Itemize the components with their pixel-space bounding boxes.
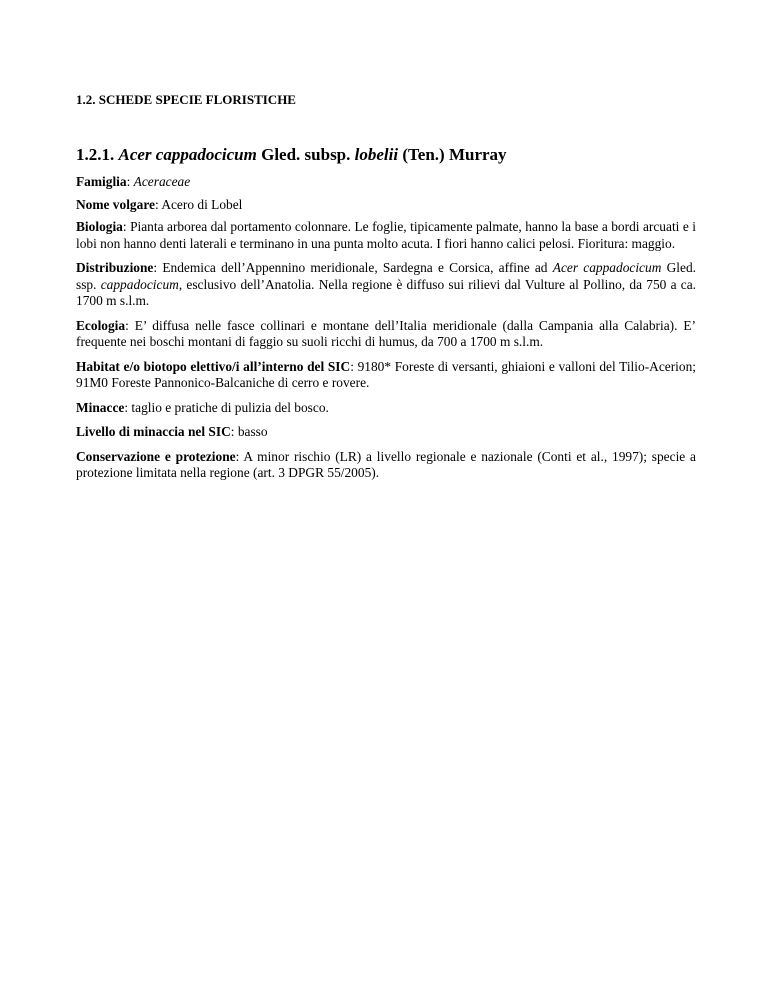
field-value-part: Gled. ssp. — [76, 260, 697, 292]
field-nome-volgare: Nome volgare: Acero di Lobel — [76, 196, 243, 212]
species-number: 1.2.1. — [76, 145, 115, 164]
field-value-part: , esclusivo dell’Anatolia. Nella regione è diffuso sui rilievi dal Vulture al Pollino, da 750 a ca. 1700 m s.l.m. — [76, 276, 696, 308]
field-value-italic: Acer cappadocicum — [552, 260, 662, 275]
section-title: 1.2. SCHEDE SPECIE FLORISTICHE — [76, 92, 296, 107]
field-label: Conservazione e protezione — [76, 448, 236, 464]
field-habitat: Habitat e/o biotopo elettivo/i all’interno del SIC: 9180* Foreste di versanti, ghiaioni e valloni del Tilio-Acerion; 91M0 Foreste Pannonico-Balcaniche di cerro e rovere. — [76, 358, 696, 390]
field-value: Acero di Lobel — [161, 196, 243, 212]
species-author-2: (Ten.) Murray — [402, 145, 507, 164]
field-famiglia: Famiglia: Aceraceae — [76, 174, 191, 189]
field-label: Livello di minaccia nel SIC — [76, 424, 231, 439]
species-fields — [76, 174, 696, 490]
field-value-part: Endemica dell’Appennino meridionale, Sardegna e Corsica, affine ad — [162, 260, 548, 275]
field-value: taglio e pratiche di pulizia del bosco. — [131, 399, 329, 415]
species-subspecies: lobelii — [354, 145, 399, 164]
field-label: Ecologia — [76, 317, 126, 333]
field-conservazione: Conservazione e protezione: A minor rischio (LR) a livello regionale e nazionale (Conti et al., 1997); specie a protezione limitata nella regione (art. 3 DPGR 55/2005). — [76, 448, 696, 480]
field-value: A minor rischio (LR) a livello regionale e nazionale (Conti et al., 1997); specie a protezione limitata nella regione (art. 3 DPGR 55/2005). — [76, 448, 696, 480]
field-value: Pianta arborea dal portamento colonnare. Le foglie, tipicamente palmate, hanno la base a bordi arcuati e i lobi non hanno denti laterali e terminano in una punta molto acuta. I fiori hanno calici pelosi. Fioritura: maggio. — [76, 219, 696, 251]
species-title — [76, 145, 507, 165]
field-label: Biologia — [76, 219, 123, 234]
field-label: Habitat e/o biotopo elettivo/i all’interno del SIC — [76, 358, 351, 374]
field-label: Minacce — [76, 399, 125, 415]
field-distribuzione: Distribuzione: Endemica dell’Appennino meridionale, Sardegna e Corsica, affine ad Acer cappadocicum Gled. ssp. cappadocicum, esclusivo dell’Anatolia. Nella regione è diffuso sui rilievi dal Vulture al Pollino, da 750 a ca. 1700 m s.l.m. — [76, 260, 697, 308]
field-value: E’ diffusa nelle fasce collinari e montane dell’Italia meridionale (dalla Campania alla Calabria). E’ frequente nei boschi montani di faggio su suoli ricchi di humus, da 700 a 1700 m s.l.m. — [76, 317, 696, 349]
field-livello-minaccia: Livello di minaccia nel SIC: basso — [76, 424, 268, 439]
field-label: Famiglia — [76, 174, 127, 189]
field-minacce: Minacce: taglio e pratiche di pulizia del bosco. — [76, 399, 329, 415]
species-binomial: Acer cappadocicum — [118, 145, 257, 164]
species-author-1: Gled. subsp. — [261, 145, 351, 164]
field-biologia: Biologia: Pianta arborea dal portamento colonnare. Le foglie, tipicamente palmate, hanno la base a bordi arcuati e i lobi non hanno denti laterali e terminano in una punta molto acuta. I fiori hanno calici pelosi. Fioritura: maggio. — [76, 219, 696, 251]
field-label: Nome volgare — [76, 196, 155, 212]
field-value-italic: cappadocicum — [100, 276, 179, 292]
field-value: Aceraceae — [133, 174, 191, 189]
field-label: Distribuzione — [76, 260, 154, 275]
field-ecologia: Ecologia: E’ diffusa nelle fasce collinari e montane dell’Italia meridionale (dalla Campania alla Calabria). E’ frequente nei boschi montani di faggio su suoli ricchi di humus, da 700 a 1700 m s.l.m. — [76, 317, 696, 349]
field-value: basso — [237, 424, 268, 439]
field-value: 9180* Foreste di versanti, ghiaioni e valloni del Tilio-Acerion; 91M0 Foreste Pannonico-Balcaniche di cerro e rovere. — [76, 358, 696, 390]
